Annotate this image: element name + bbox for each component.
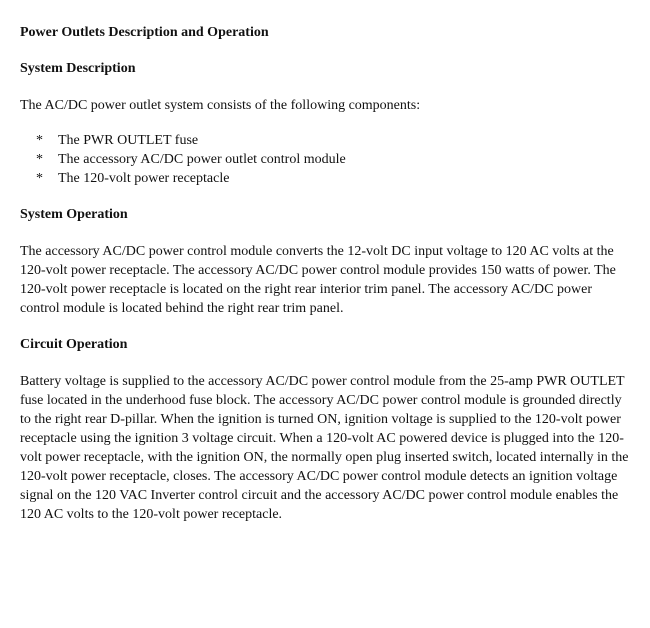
list-item-text: The accessory AC/DC power outlet control module: [58, 152, 346, 167]
list-item: [36, 169, 630, 188]
list-item: [36, 150, 630, 169]
section-heading-system-description: System Description: [20, 61, 136, 76]
circuit-operation-paragraph: Battery voltage is supplied to the accessory AC/DC power control module from the 25-amp PWR OUTLET fuse located in the underhood fuse block. The accessory AC/DC power control module is grounded directly to the right rear D-pillar. When the ignition is turned ON, ignition voltage is supplied to the 120-volt power receptacle using the ignition 3 voltage circuit. When a 120-volt AC powered device is plugged into the 120-volt power receptacle, with the ignition ON, the normally open plug inserted switch, located internally in the 120-volt power receptacle, closes. The accessory AC/DC power control module detects an ignition voltage signal on the 120 VAC Inverter control circuit and the accessory AC/DC power control module enables the 120 AC volts to the 120-volt power receptacle.: [20, 374, 629, 522]
page-title: Power Outlets Description and Operation: [20, 25, 269, 40]
bullet-icon: *: [36, 133, 43, 148]
component-list: [20, 131, 630, 188]
list-item: [36, 131, 630, 150]
system-description-intro: The AC/DC power outlet system consists of the following components:: [20, 98, 421, 113]
bullet-icon: *: [36, 152, 43, 167]
bullet-icon: *: [36, 171, 43, 186]
system-operation-paragraph: The accessory AC/DC power control module converts the 12-volt DC input voltage to 120 AC volts at the 120-volt power receptacle. The accessory AC/DC power control module provides 150 watts of power. The 120-volt power receptacle is located on the right rear interior trim panel. The accessory AC/DC power control module is located behind the right rear trim panel.: [20, 244, 616, 316]
section-heading-system-operation: System Operation: [20, 207, 128, 222]
list-item-text: The 120-volt power receptacle: [58, 171, 230, 186]
section-heading-circuit-operation: Circuit Operation: [20, 337, 128, 352]
list-item-text: The PWR OUTLET fuse: [58, 133, 199, 148]
